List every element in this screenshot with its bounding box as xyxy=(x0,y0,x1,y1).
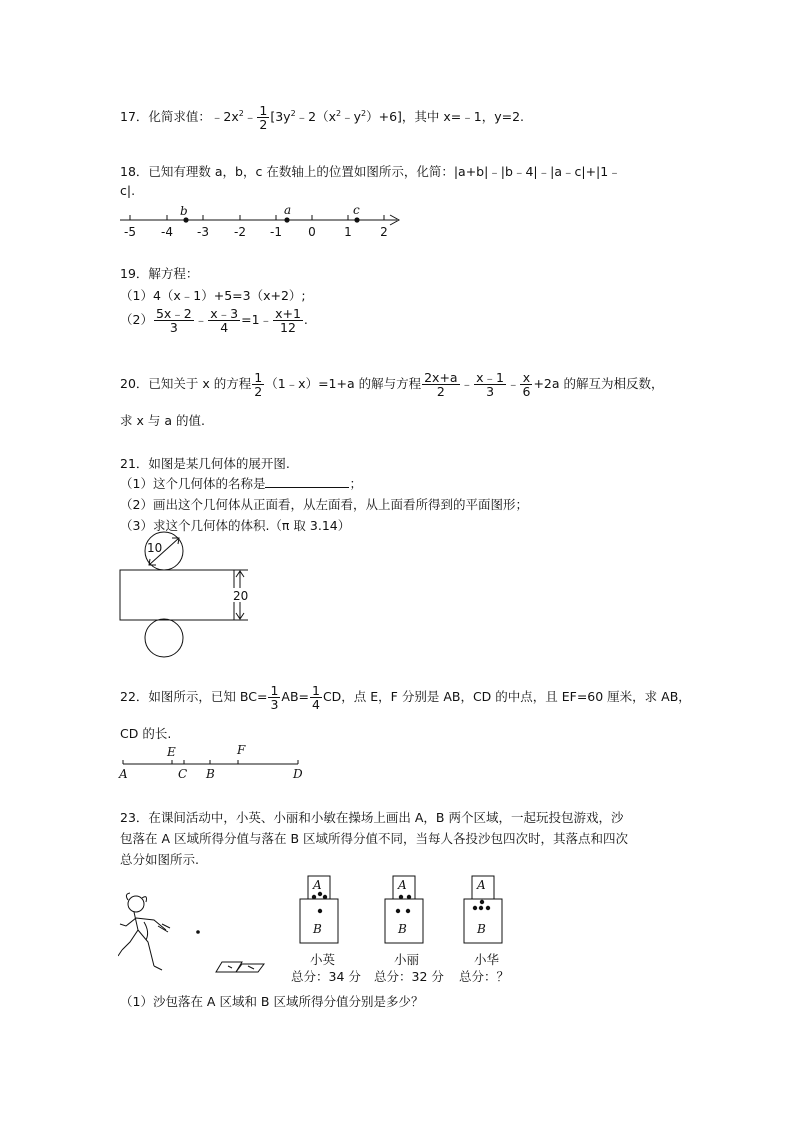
number-line-ticks xyxy=(130,215,384,220)
flying-sandbag-dot xyxy=(196,930,200,934)
point-b-label: b xyxy=(180,204,188,218)
area-a-label: A xyxy=(313,878,322,892)
q17-fraction xyxy=(257,104,269,131)
diameter-label: 10 xyxy=(147,541,163,555)
box-xiaohua xyxy=(463,875,505,945)
q21-title: 21．如图是某几何体的展开图. xyxy=(120,456,290,471)
point-c-label: c xyxy=(353,203,360,217)
xiaohua-score: 总分：？ xyxy=(459,969,510,984)
q20-minus2: ﹣ xyxy=(506,376,520,392)
tick-label-neg3: -3 xyxy=(197,225,209,239)
q19-frac3-den: 12 xyxy=(280,320,296,336)
q19-frac1-num: 5x﹣2 xyxy=(155,306,192,321)
label-e: E xyxy=(167,745,176,759)
q23-line2: 包落在 A 区域所得分值与落在 B 区域所得分值不同，当每人各投沙包四次时，其落点和四次 xyxy=(120,831,629,846)
q17-sup2: 2 xyxy=(290,108,296,118)
xiaoying-score: 总分：34 分 xyxy=(291,969,361,984)
q21-answer-blank xyxy=(265,477,349,488)
xiaoli-score: 总分：32 分 xyxy=(374,969,444,984)
point-a-label: a xyxy=(284,203,292,217)
q19-eq: =1﹣ xyxy=(241,312,273,328)
q17-text-d: ﹣y xyxy=(341,109,362,125)
area-b xyxy=(300,899,338,943)
q19-frac2-den: 4 xyxy=(220,320,229,336)
q23-line1: 23．在课间活动中，小英、小丽和小敏在操场上画出 A，B 两个区域，一起玩投包游戏，沙 xyxy=(120,810,624,825)
q19-title: 19．解方程： xyxy=(120,266,199,281)
q20-text-a: 20．已知关于 x 的方程 xyxy=(120,376,252,392)
q20-line1 xyxy=(120,371,664,398)
q19-part1: （1）4（x﹣1）+5=3（x+2）; xyxy=(120,288,306,303)
q20-text-b: （1﹣x）=1+a 的解与方程 xyxy=(265,376,422,392)
number-line-figure xyxy=(110,200,410,242)
q17-text-e: ）+6]，其中 x=﹣1，y=2. xyxy=(366,109,525,125)
q22-text-a: 22．如图所示，已知 BC= xyxy=(120,689,268,705)
q20-text-c: +2a 的解互为相反数， xyxy=(533,376,664,392)
landing-dots xyxy=(473,900,490,910)
label-d: D xyxy=(293,767,303,781)
bottom-circle xyxy=(145,619,183,657)
tick-label-neg2: -2 xyxy=(234,225,246,239)
q20-frac2 xyxy=(422,371,459,398)
box-xiaoying xyxy=(299,875,341,945)
q22-text-b: AB= xyxy=(281,689,309,705)
q21-part1-text: （1）这个几何体的名称是 xyxy=(120,476,266,491)
q17-sup3: 2 xyxy=(336,108,342,118)
q20-frac1-num: 1 xyxy=(254,370,263,385)
q17-minus: ﹣ xyxy=(243,109,257,125)
q18-line1: 18．已知有理数 a，b，c 在数轴上的位置如图所示，化简：|a+b|﹣|b﹣4|﹣|a﹣c|+|1﹣ xyxy=(120,164,621,179)
tick-label-neg4: -4 xyxy=(161,225,173,239)
q20-line2: 求 x 与 a 的值. xyxy=(120,413,205,428)
point-b-dot xyxy=(183,217,188,222)
q20-frac3-den: 3 xyxy=(486,384,495,400)
point-a-dot xyxy=(284,217,289,222)
q19-frac2-num: x﹣3 xyxy=(210,306,239,321)
q17-line xyxy=(120,104,524,131)
tick-label-neg1: -1 xyxy=(270,225,282,239)
q19-frac3-num: x+1 xyxy=(275,306,301,321)
q17-frac-den: 2 xyxy=(259,117,268,133)
q21-part1-end: ； xyxy=(349,476,362,491)
xiaoying-name: 小英 xyxy=(310,952,336,967)
q22-frac2-den: 4 xyxy=(312,697,320,713)
area-b-label: B xyxy=(477,922,486,936)
q22-frac1-num: 1 xyxy=(270,683,279,698)
xiaoli-name: 小丽 xyxy=(394,952,420,967)
area-a-label: A xyxy=(398,878,407,892)
child-throwing-illustration xyxy=(118,890,286,982)
area-b xyxy=(385,899,423,943)
xiaohua-name: 小华 xyxy=(474,952,500,967)
q19-frac1 xyxy=(154,307,194,334)
q22-line2: CD 的长. xyxy=(120,726,172,741)
q17-text-c: ﹣2（x xyxy=(295,109,337,125)
q20-frac3 xyxy=(474,371,506,398)
tick-label-neg5: -5 xyxy=(124,225,136,239)
q20-frac2-num: 2x+a xyxy=(424,370,458,385)
q19-part2-label: （2） xyxy=(120,312,153,328)
q21-part1 xyxy=(120,474,362,492)
box-xiaoli xyxy=(384,875,426,945)
label-b: B xyxy=(206,767,215,781)
q20-frac1-den: 2 xyxy=(254,384,263,400)
q18-line2: c|. xyxy=(120,183,136,198)
q22-text-c: CD，点 E，F 分别是 AB，CD 的中点，且 EF=60 厘米，求 AB， xyxy=(322,689,691,705)
q17-text-b: [3y xyxy=(270,109,291,125)
landing-dots xyxy=(396,895,411,913)
cylinder-net-figure xyxy=(115,530,255,660)
q19-minus: ﹣ xyxy=(194,312,208,328)
q20-frac2-den: 2 xyxy=(436,384,445,400)
q19-end: . xyxy=(303,312,308,328)
q20-minus: ﹣ xyxy=(460,376,474,392)
tick-label-2: 2 xyxy=(380,225,388,239)
q17-sup1: 2 xyxy=(238,108,244,118)
q19-part2 xyxy=(120,307,308,334)
label-c: C xyxy=(178,767,188,781)
q22-frac2-num: 1 xyxy=(312,683,320,698)
q20-frac4-num: x xyxy=(520,371,532,385)
tick-label-1: 1 xyxy=(344,225,352,239)
tick-label-0: 0 xyxy=(308,225,316,239)
height-label: 20 xyxy=(233,589,249,603)
landing-dots xyxy=(312,892,327,913)
area-b-label: B xyxy=(313,922,322,936)
area-b-label: B xyxy=(398,922,407,936)
q23-line3: 总分如图所示. xyxy=(120,852,199,867)
q21-part3: （3）求这个几何体的体积.（π 取 3.14） xyxy=(120,518,351,533)
area-b xyxy=(464,899,502,943)
q17-sup4: 2 xyxy=(361,108,367,118)
q20-frac4 xyxy=(520,371,532,398)
q17-text-a: 17．化简求值：﹣2x xyxy=(120,109,239,125)
q22-line1 xyxy=(120,684,691,711)
q22-frac2 xyxy=(310,684,322,711)
q22-frac1-den: 3 xyxy=(270,697,279,713)
q19-frac1-den: 3 xyxy=(169,320,178,336)
q22-frac1 xyxy=(268,684,280,711)
q17-frac-num: 1 xyxy=(259,103,268,118)
point-c-dot xyxy=(354,217,359,222)
q19-frac3 xyxy=(273,307,303,334)
label-f: F xyxy=(237,743,246,757)
q20-frac1 xyxy=(252,371,264,398)
q23-part1: （1）沙包落在 A 区域和 B 区域所得分值分别是多少？ xyxy=(120,994,424,1009)
area-a-label: A xyxy=(477,878,486,892)
segment-figure xyxy=(115,740,315,782)
q21-part2: （2）画出这个几何体从正面看，从左面看，从上面看所得到的平面图形； xyxy=(120,497,528,512)
lateral-rectangle xyxy=(120,570,234,620)
q19-frac2 xyxy=(208,307,240,334)
segment-ticks xyxy=(123,760,298,764)
q20-frac3-num: x﹣1 xyxy=(476,370,504,385)
number-line-tick-labels xyxy=(124,225,388,239)
label-a: A xyxy=(119,767,128,781)
q20-frac4-den: 6 xyxy=(522,384,531,400)
